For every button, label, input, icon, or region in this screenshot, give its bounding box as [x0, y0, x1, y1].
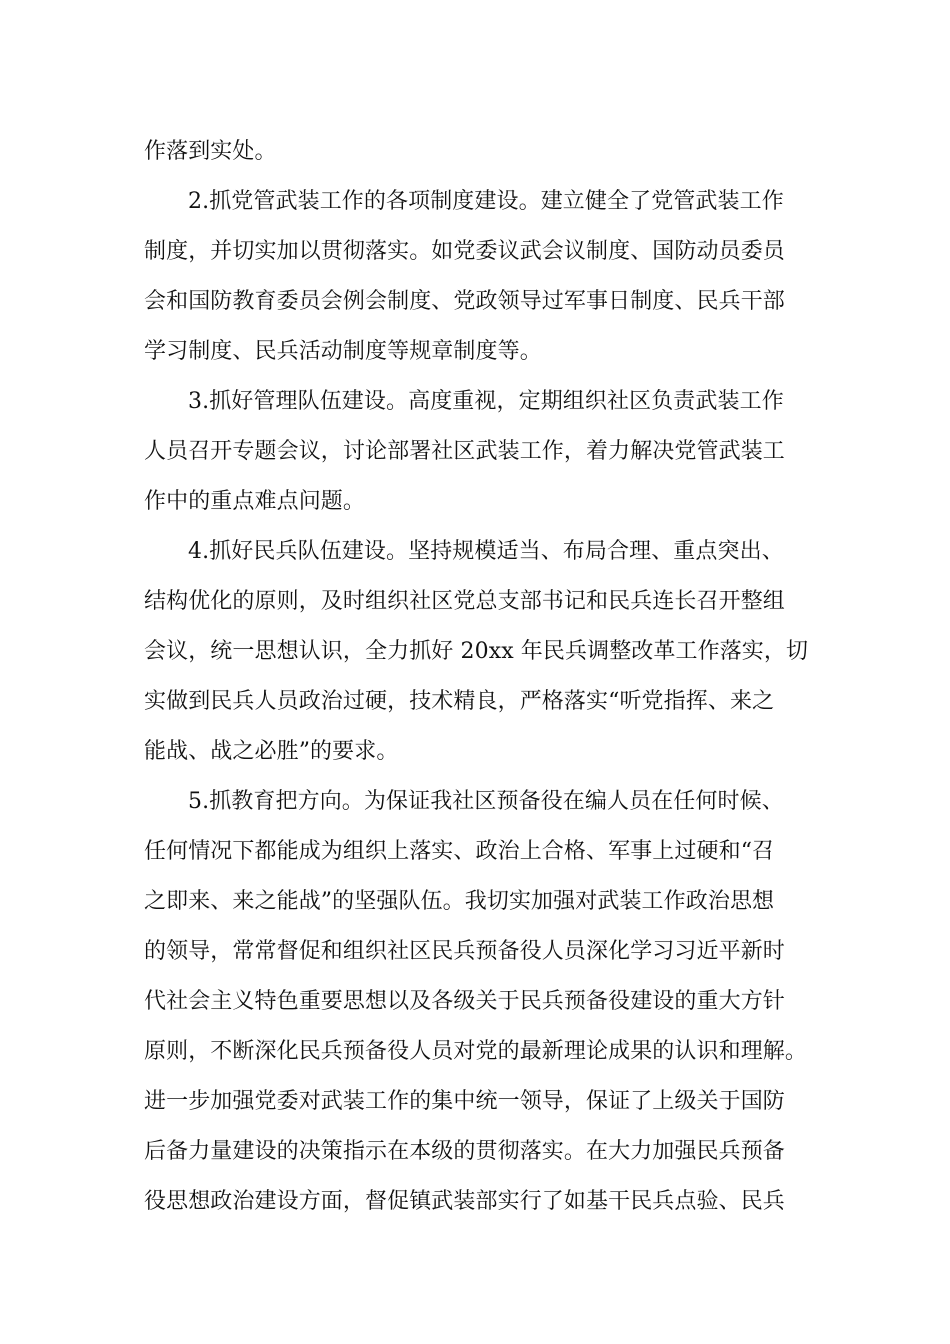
text-line: 作落到实处。 [144, 139, 277, 164]
text-line: 5.抓教育把方向。为保证我社区预备役在编人员在任何时候、 [188, 789, 784, 814]
text-line: 原则，不断深化民兵预备役人员对党的最新理论成果的认识和理解。 [144, 1039, 808, 1064]
text-line: 能战、战之必胜”的要求。 [144, 739, 399, 764]
text-line: 制度，并切实加以贯彻落实。如党委议武会议制度、国防动员委员 [144, 239, 785, 264]
text-line: 的领导，常常督促和组织社区民兵预备役人员深化学习习近平新时 [144, 939, 785, 964]
text-line: 代社会主义特色重要思想以及各级关于民兵预备役建设的重大方针 [144, 989, 785, 1014]
text-line: 之即来、来之能战”的坚强队伍。我切实加强对武装工作政治思想 [144, 889, 775, 914]
text-line: 作中的重点难点问题。 [144, 489, 366, 514]
text-line: 4.抓好民兵队伍建设。坚持规模适当、布局合理、重点突出、 [188, 539, 784, 564]
text-line: 会议，统一思想认识，全力抓好 20xx 年民兵调整改革工作落实，切 [144, 639, 809, 664]
text-line: 2.抓党管武装工作的各项制度建设。建立健全了党管武装工作 [188, 189, 784, 214]
text-line: 人员召开专题会议，讨论部署社区武装工作，着力解决党管武装工 [144, 439, 785, 464]
text-line: 后备力量建设的决策指示在本级的贯彻落实。在大力加强民兵预备 [144, 1139, 785, 1164]
text-line: 3.抓好管理队伍建设。高度重视，定期组织社区负责武装工作 [188, 389, 784, 414]
text-line: 役思想政治建设方面，督促镇武装部实行了如基干民兵点验、民兵 [144, 1189, 785, 1214]
text-line: 会和国防教育委员会例会制度、党政领导过军事日制度、民兵干部 [144, 289, 785, 314]
text-line: 进一步加强党委对武装工作的集中统一领导，保证了上级关于国防 [144, 1089, 785, 1114]
text-line: 学习制度、民兵活动制度等规章制度等。 [144, 339, 542, 364]
text-line: 结构优化的原则，及时组织社区党总支部书记和民兵连长召开整组 [144, 589, 785, 614]
text-line: 实做到民兵人员政治过硬，技术精良，严格落实“听党指挥、来之 [144, 689, 775, 714]
text-line: 任何情况下都能成为组织上落实、政治上合格、军事上过硬和“召 [144, 839, 775, 864]
